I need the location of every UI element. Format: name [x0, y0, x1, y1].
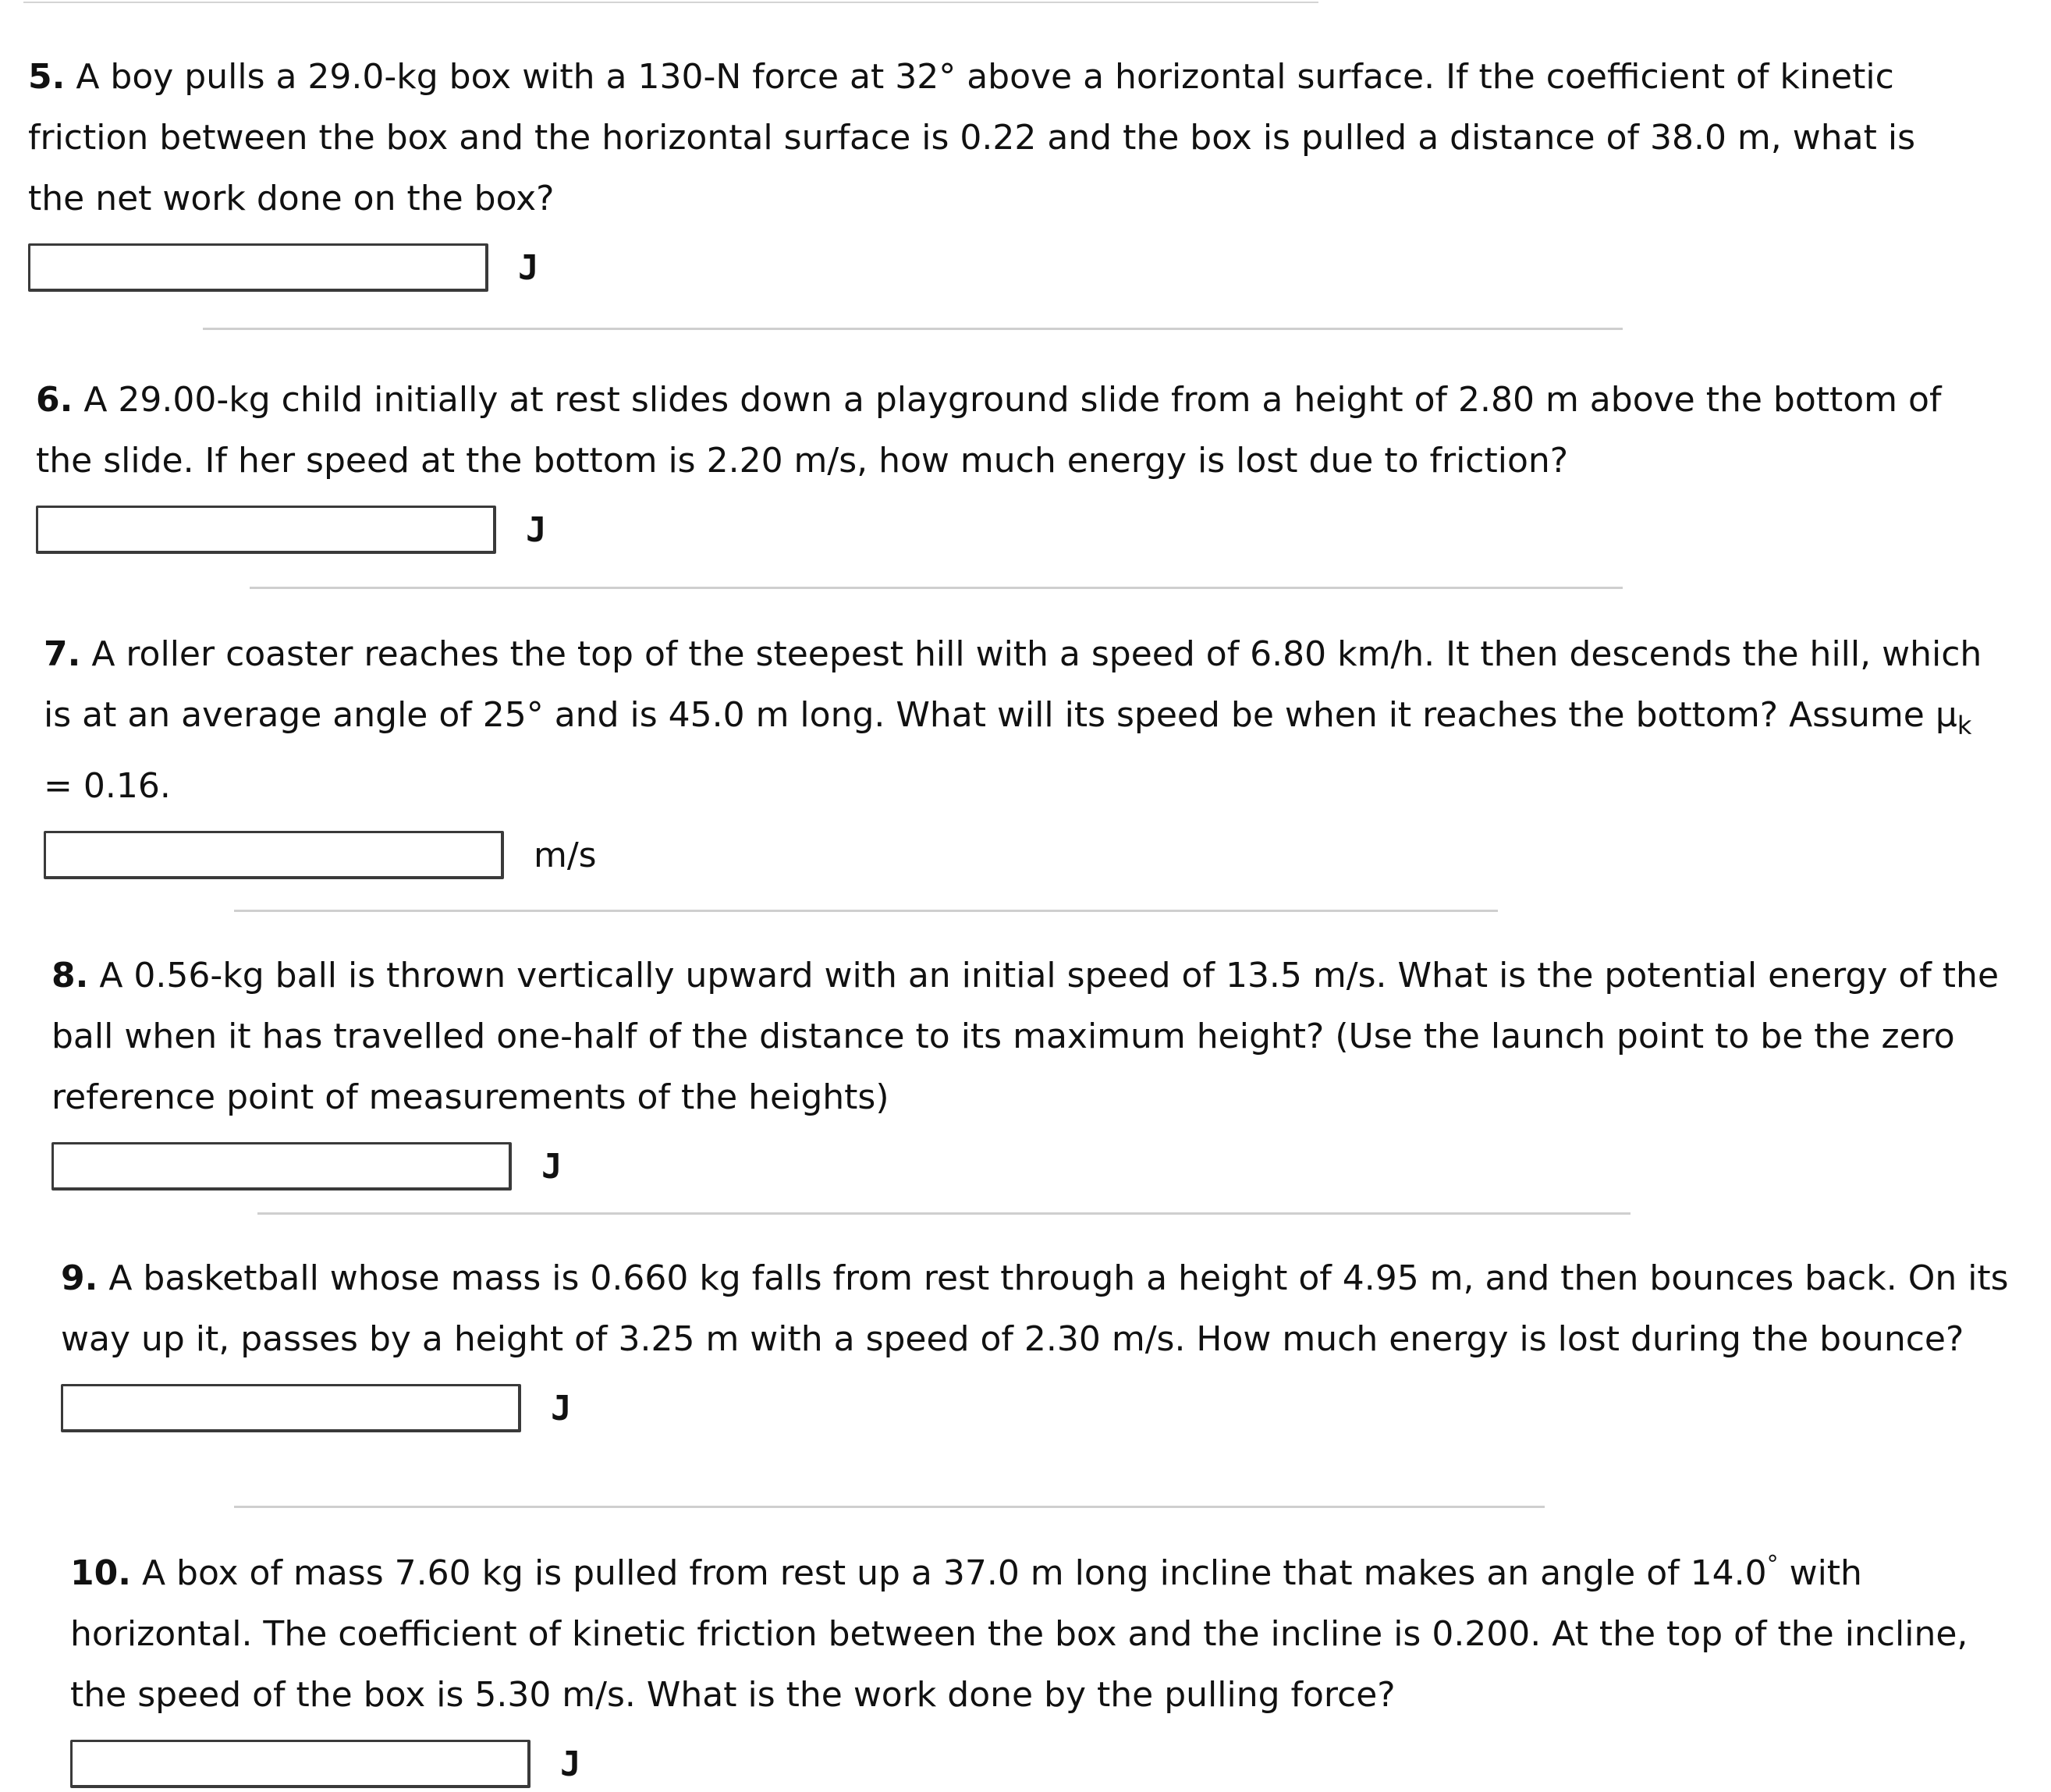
question-9	[61, 1248, 2011, 1435]
answer-row	[51, 1139, 2002, 1194]
unit-label: m/s	[534, 835, 597, 875]
answer-row	[61, 1381, 2011, 1435]
question-7	[44, 624, 1994, 882]
answer-input-q9[interactable]	[61, 1384, 521, 1432]
question-text	[44, 624, 1994, 817]
question-6	[36, 370, 1986, 557]
question-number: 9.	[61, 1258, 98, 1298]
question-number: 6.	[36, 380, 73, 420]
question-divider	[203, 328, 1623, 330]
answer-row	[70, 1737, 2021, 1791]
unit-label: J	[560, 1744, 581, 1784]
question-number: 5.	[28, 57, 66, 97]
unit-label: J	[541, 1146, 562, 1187]
degree-symbol: °	[1766, 1551, 1779, 1578]
question-number: 7.	[44, 634, 81, 674]
answer-input-q5[interactable]	[28, 243, 488, 292]
question-body: A 29.00-kg child initially at rest slides down a playground slide from a height of 2.80 m above the bottom of the slide. If her speed at the bottom is 2.20 m/s, how much energy is lost due to friction?	[36, 380, 1942, 481]
question-text	[51, 946, 2002, 1128]
question-5	[28, 47, 1978, 295]
answer-row	[36, 502, 1986, 557]
question-divider	[257, 1212, 1631, 1215]
assumption-text: Assume $\mu_k = 0.16$.	[44, 695, 1972, 806]
answer-input-q7[interactable]	[44, 831, 504, 879]
question-body: A boy pulls a 29.0-kg box with a 130-N force at 32° above a horizontal surface. If the coefficient of kinetic friction between the box and the horizontal surface is 0.22 and the box is pulled a distance of 38.0 m, what is the net work done on the box?	[28, 57, 1915, 218]
question-10	[70, 1543, 2021, 1791]
question-divider	[234, 1506, 1545, 1508]
question-body: A basketball whose mass is 0.660 kg falls from rest through a height of 4.95 m, and then bounces back. On its way up it, passes by a height of 3.25 m with a speed of 2.30 m/s. How much energy is lost during the bounce?	[61, 1258, 2009, 1359]
unit-label: J	[551, 1388, 572, 1428]
unit-label: J	[518, 247, 539, 288]
answer-input-q10[interactable]	[70, 1740, 530, 1788]
answer-input-q6[interactable]	[36, 506, 496, 554]
top-divider	[23, 2, 1318, 3]
question-body: A roller coaster reaches the top of the steepest hill with a speed of 6.80 km/h. It then descends the hill, which is at an average angle of 25° and is 45.0 m long. What will its speed be when it reaches the bottom?	[44, 634, 1982, 735]
unit-label: J	[526, 509, 547, 550]
question-8	[51, 946, 2002, 1194]
question-body: A box of mass 7.60 kg is pulled from rest up a 37.0 m long incline that makes an angle of 14.0° with horizontal. The coefficient of kinetic friction between the box and the incline is 0.200. At the top of the incline, the speed of the box is 5.30 m/s. What is the work done by the pulling force?	[70, 1551, 1968, 1715]
answer-row	[44, 828, 1994, 882]
answer-input-q8[interactable]	[51, 1142, 512, 1191]
question-divider	[250, 587, 1623, 589]
answer-row	[28, 240, 1978, 295]
question-text	[61, 1248, 2011, 1370]
question-number: 10.	[70, 1553, 131, 1593]
question-number: 8.	[51, 956, 89, 995]
question-text	[28, 47, 1978, 229]
question-text	[36, 370, 1986, 491]
question-text	[70, 1543, 2021, 1726]
question-body: A 0.56-kg ball is thrown vertically upward with an initial speed of 13.5 m/s. What is the potential energy of the ball when it has travelled one-half of the distance to its maximum height? (Use the launch point to be the zero reference point of measurements of the heights)	[51, 956, 2000, 1117]
question-divider	[234, 910, 1498, 912]
